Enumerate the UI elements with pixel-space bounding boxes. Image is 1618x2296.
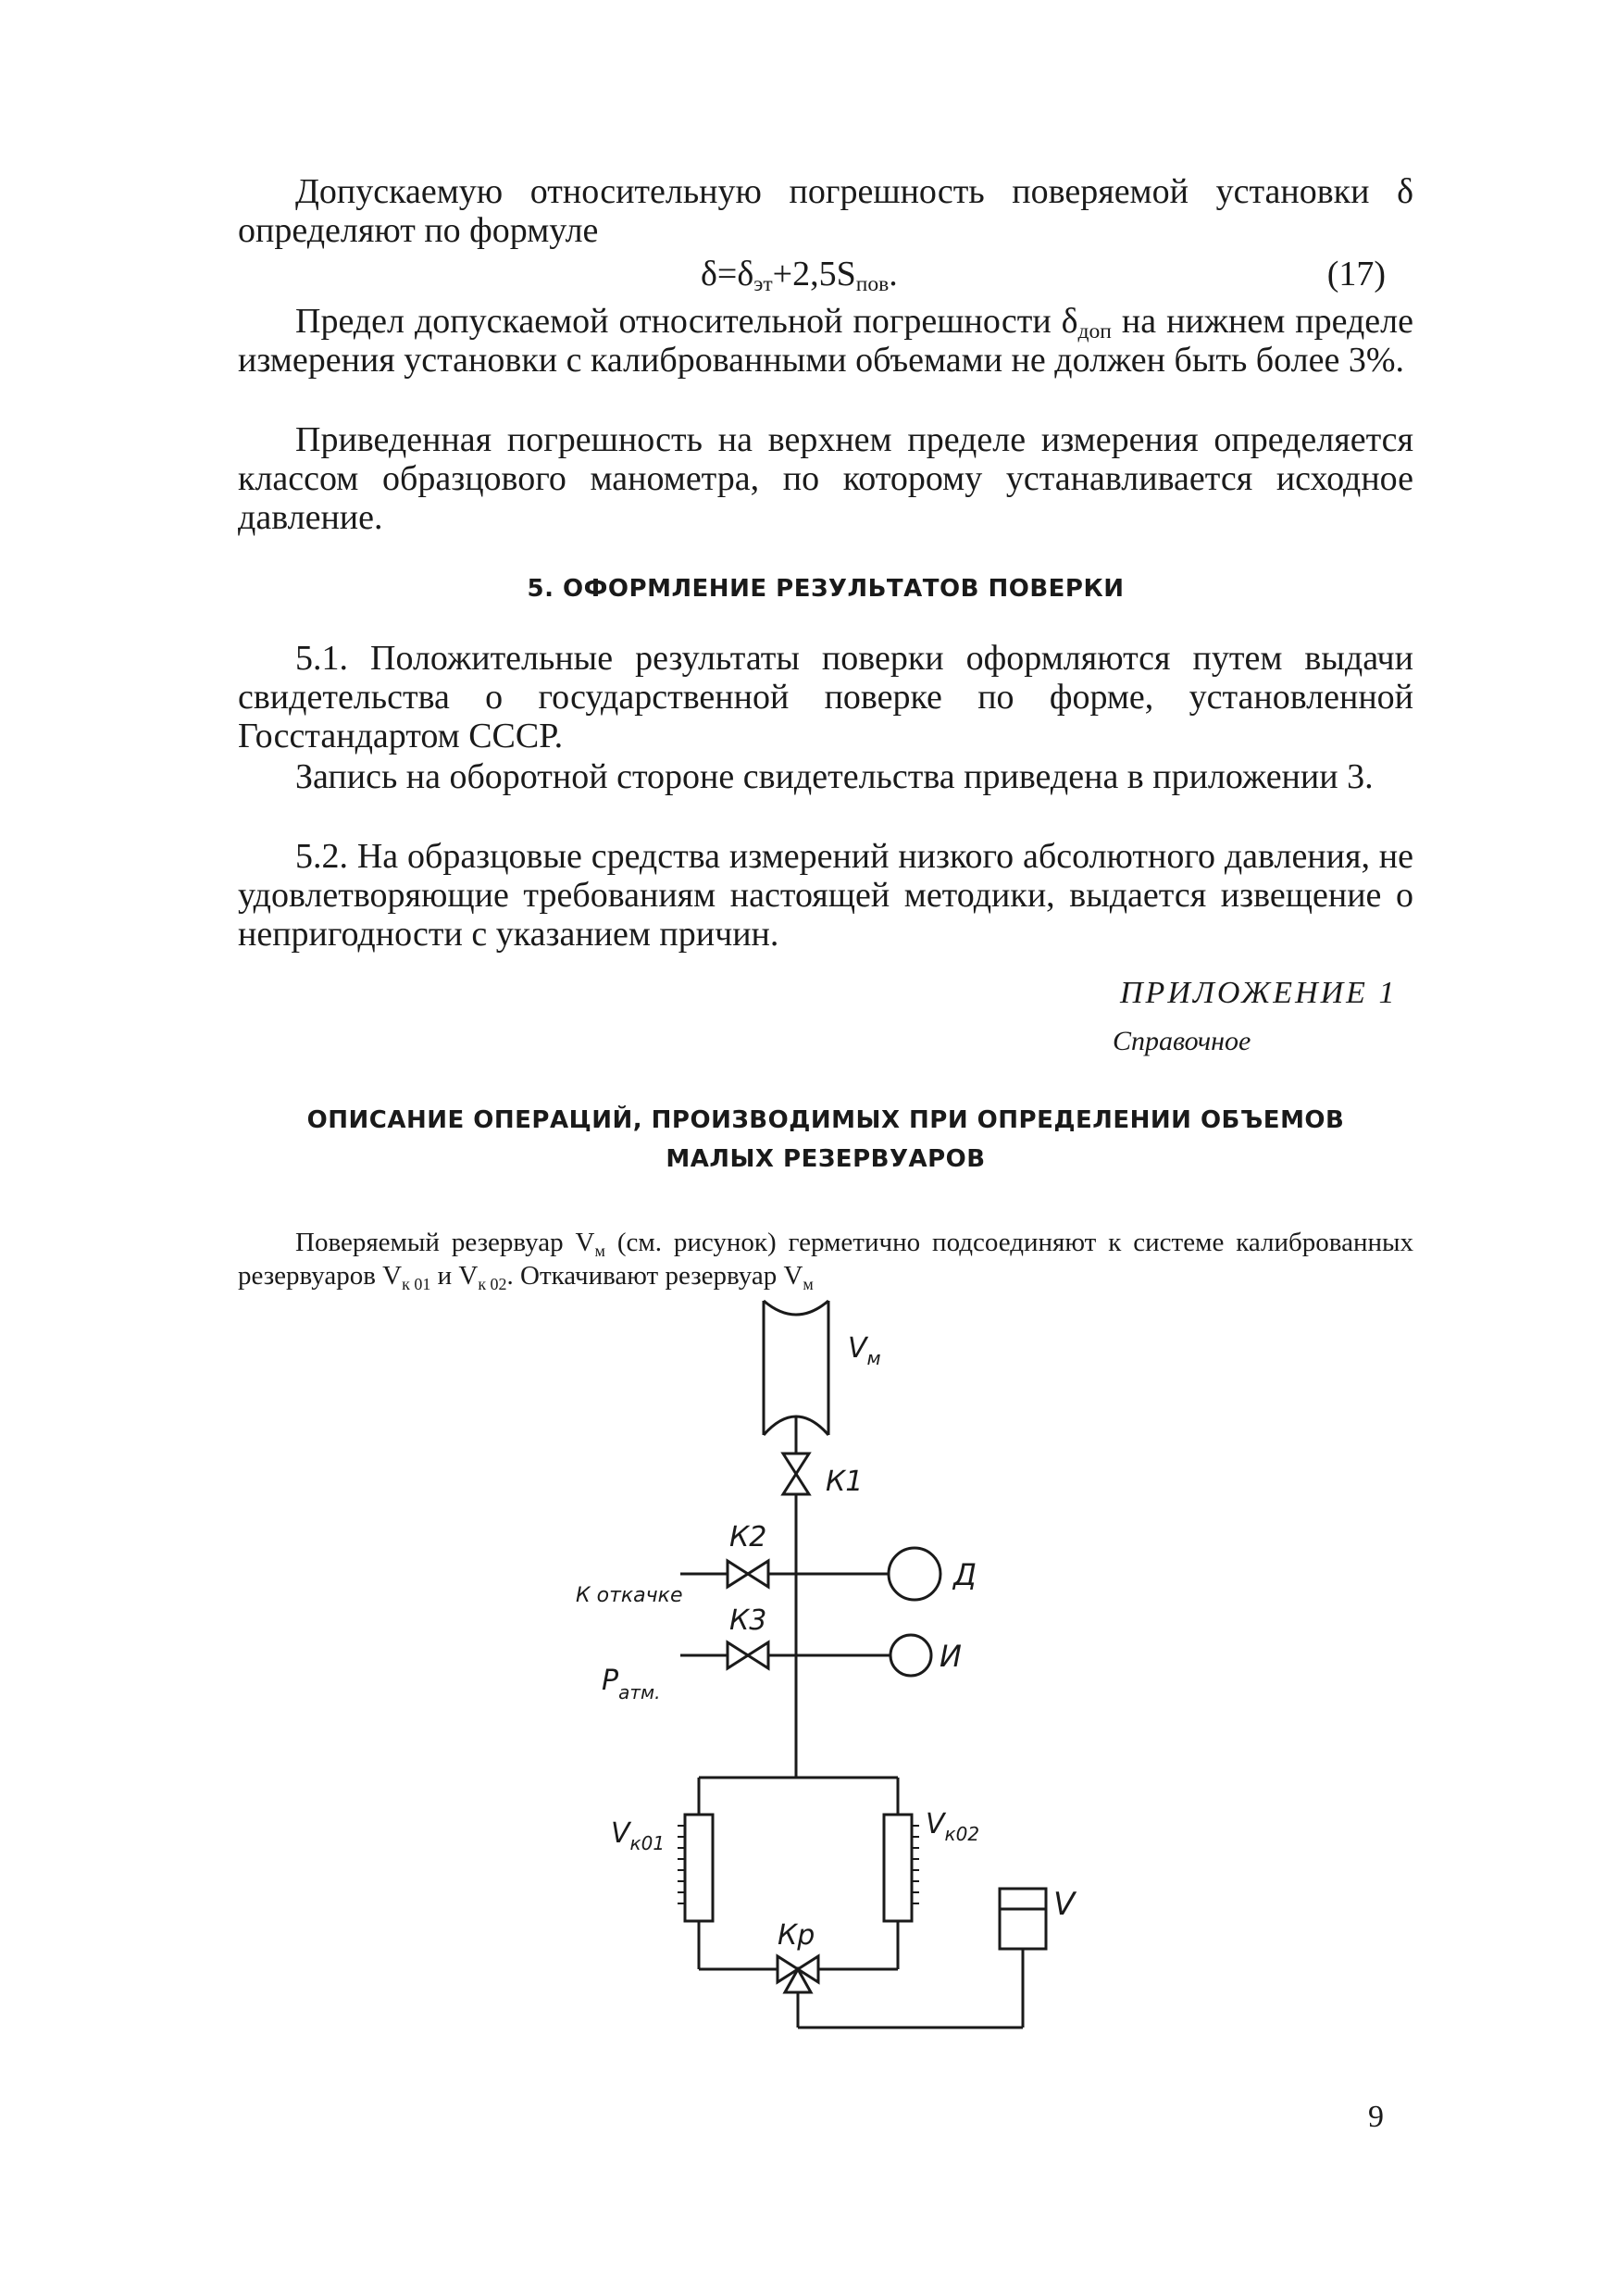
paragraph-delta-text: Допускаемую относительную погрешность поверяемой установки δ определяют по формуле	[238, 172, 1413, 250]
appendix-label: ПРИЛОЖЕНИЕ 1	[1120, 976, 1398, 1010]
valve-k1-top	[783, 1454, 809, 1474]
formula-expression: $\delta=\delta_{эт}+2,5S_{пов}$.	[701, 255, 898, 296]
paragraph-limit-text: Предел допускаемой относительной погрешности $\delta_{доп}$ на нижнем пределе измерения установки с калиброванными объемами не должен быть более 3%.	[238, 302, 1413, 380]
paragraph-reduced-text: Приведенная погрешность на верхнем пределе измерения определяется классом образцового манометра, по которому устанавливается исходное давление.	[238, 420, 1413, 537]
vessel-vm	[764, 1301, 828, 1435]
section-5-title: 5. ОФОРМЛЕНИЕ РЕЗУЛЬТАТОВ ПОВЕРКИ	[527, 575, 1125, 603]
page-number: 9	[1368, 2100, 1384, 2134]
label-k2: К2	[729, 1521, 767, 1554]
label-vm: $V_м$	[848, 1332, 881, 1369]
vessel-v	[1000, 1889, 1046, 1949]
gauge-d-icon	[889, 1548, 940, 1600]
apparatus-diagram	[518, 1296, 1111, 2037]
paragraph-limit	[238, 302, 1413, 380]
label-k3: К3	[729, 1604, 767, 1637]
paragraph-5-2-text: 5.2. На образцовые средства измерений низкого абсолютного давления, не удовлетворяющие требованиям настоящей методики, выдается извещение о непригодности с указанием причин.	[238, 837, 1413, 954]
formula-17	[238, 254, 1413, 294]
paragraph-5-1b-text: Запись на оборотной стороне свидетельства приведена в приложении 3.	[295, 757, 1374, 796]
valve-k3-right	[748, 1642, 768, 1668]
label-kr: Кр	[778, 1919, 815, 1952]
appendix-title-line-2: МАЛЫХ РЕЗЕРВУАРОВ	[666, 1145, 986, 1173]
equation-number: (17)	[1326, 255, 1386, 293]
appendix-type: Справочное	[1113, 1026, 1251, 1056]
appendix-paragraph	[238, 1226, 1413, 1292]
label-vk02: $V_{к02}$	[926, 1808, 980, 1845]
paragraph-reduced	[238, 420, 1413, 537]
appendix-paragraph-text: Поверяемый резервуар $V_м$ (см. рисунок) герметично подсоединяют к системе калиброванных резервуаров $V_{к 01}$ и $V_{к 02}$. Откачивают резервуар $V_м$	[238, 1228, 1413, 1293]
appendix-title-line-1: ОПИСАНИЕ ОПЕРАЦИЙ, ПРОИЗВОДИМЫХ ПРИ ОПРЕДЕЛЕНИИ ОБЪЕМОВ	[306, 1106, 1345, 1134]
valve-k3-left	[728, 1642, 748, 1668]
label-d: Д	[953, 1557, 977, 1592]
valve-k2-left	[728, 1561, 748, 1587]
valve-k1-bottom	[783, 1474, 809, 1494]
label-to-pump: К откачке	[576, 1584, 683, 1607]
vessel-vk01	[685, 1815, 713, 1921]
valve-k2-right	[748, 1561, 768, 1587]
paragraph-5-1	[238, 639, 1413, 755]
label-v: V	[1053, 1886, 1076, 1923]
paragraph-5-1b	[238, 757, 1413, 796]
vessel-vk02	[884, 1815, 912, 1921]
paragraph-5-1-text: 5.1. Положительные результаты поверки оформляются путем выдачи свидетельства о государственной поверке по форме, установленной Госстандартом СССР.	[238, 639, 1413, 755]
label-vk01: $V_{к01}$	[611, 1817, 666, 1854]
paragraph-5-2	[238, 837, 1413, 954]
gauge-i-icon	[890, 1635, 931, 1676]
label-k1: К1	[826, 1466, 864, 1498]
label-i: И	[940, 1639, 962, 1674]
paragraph-delta	[238, 172, 1413, 250]
label-p-atm: $P_{атм.}$	[602, 1665, 661, 1703]
